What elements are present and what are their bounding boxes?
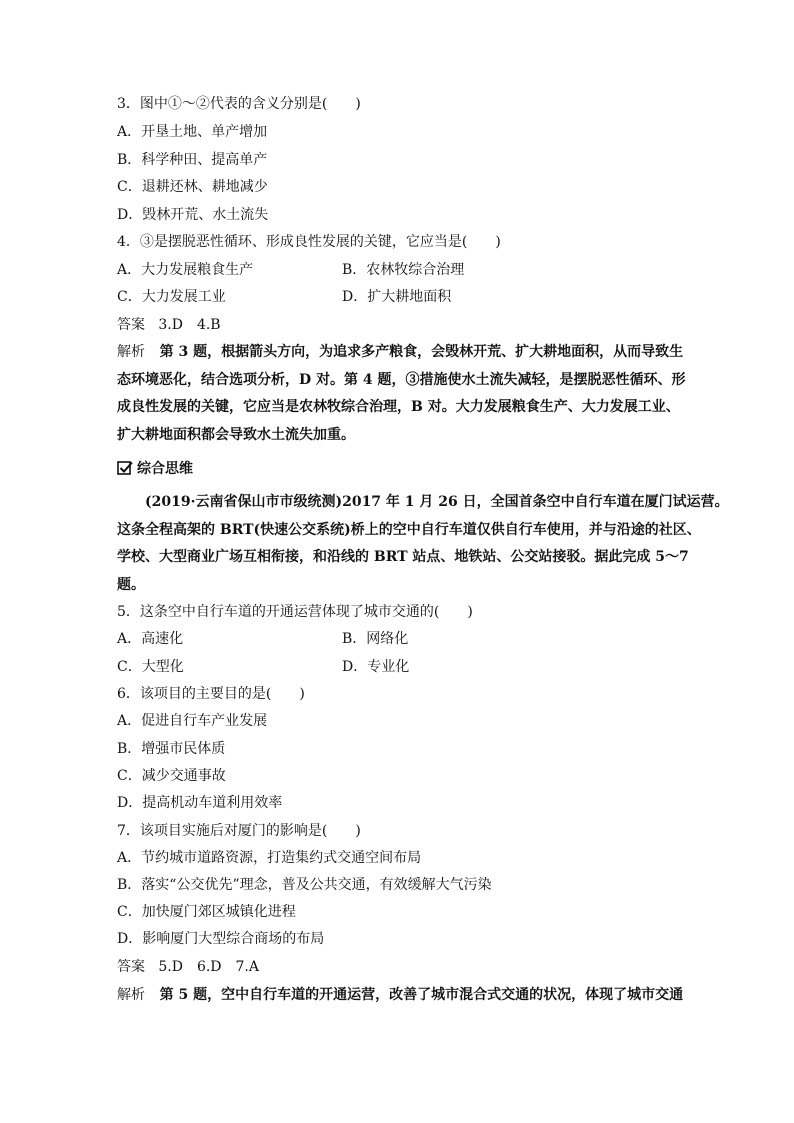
analysis-text: 第 3 题，根据箭头方向，为追求多产粮食，会毁林开荒、扩大耕地面积，从而导致生	[159, 344, 684, 360]
analysis-line-4: 扩大耕地面积都会导致水土流失加重。	[117, 427, 355, 443]
question-7-option-a: A．节约城市道路资源，打造集约式交通空间布局	[117, 850, 422, 866]
question-4-option-c: C．大力发展工业	[117, 289, 226, 305]
checkbox-icon	[117, 460, 133, 476]
analysis-label: 解析	[117, 344, 145, 360]
question-6-stem: 6．该项目的主要目的是( )	[117, 686, 305, 702]
question-7-option-d: D．影响厦门大型综合商场的布局	[117, 931, 325, 947]
question-5-stem: 5．这条空中自行车道的开通运营体现了城市交通的( )	[117, 604, 473, 620]
answer-label: 答案	[117, 317, 145, 333]
passage-line-4: 题。	[117, 577, 145, 593]
question-3-option-c: C．退耕还林、耕地减少	[117, 179, 268, 195]
passage-line-2: 这条全程高架的 BRT(快速公交系统)桥上的空中自行车道仅供自行车使用，并与沿途的社区、	[117, 522, 701, 538]
question-5-option-b: B．网络化	[342, 631, 409, 647]
question-3-stem: 3．图中①～②代表的含义分别是( )	[117, 96, 361, 112]
analysis-line-1	[117, 986, 684, 1004]
answer-row	[117, 316, 679, 334]
analysis-line-3: 成良性发展的关键，它应当是农林牧综合治理，B 对。大力发展粮食生产、大力发展工业、	[117, 399, 680, 415]
question-5-option-a: A．高速化	[117, 631, 184, 647]
question-4-stem: 4．③是摆脱恶性循环、形成良性发展的关键，它应当是( )	[117, 234, 501, 250]
question-3-option-d: D．毁林开荒、水土流失	[117, 207, 269, 223]
analysis-text: 第 5 题，空中自行车道的开通运营，改善了城市混合式交通的状况，体现了城市交通	[159, 987, 684, 1003]
passage-line-3: 学校、大型商业广场互相衔接，和沿线的 BRT 站点、地铁站、公交站接驳。据此完成 5～7	[117, 549, 689, 565]
question-4-option-b: B．农林牧综合治理	[342, 262, 465, 278]
question-5-option-c: C．大型化	[117, 659, 184, 675]
question-6-option-b: B．增强市民体质	[117, 741, 226, 757]
analysis-line-2: 态环境恶化，结合选项分析，D 对。第 4 题，③措施使水土流失减轻，是摆脱恶性循环、形	[117, 372, 686, 388]
question-7-stem: 7．该项目实施后对厦门的影响是( )	[117, 823, 361, 839]
question-6-option-c: C．减少交通事故	[117, 768, 226, 784]
answer-label: 答案	[117, 959, 145, 975]
section-header	[117, 458, 193, 478]
analysis-label: 解析	[117, 987, 145, 1003]
answer-row	[117, 958, 679, 976]
answer-text: 3.D 4.B	[158, 317, 221, 333]
question-6-option-d: D．提高机动车道利用效率	[117, 795, 283, 811]
question-5-option-d: D．专业化	[342, 659, 410, 675]
section-title: 综合思维	[137, 461, 193, 477]
question-4-option-d: D．扩大耕地面积	[342, 289, 452, 305]
question-3-option-a: A．开垦土地、单产增加	[117, 124, 268, 140]
question-7-option-b: B．落实“公交优先”理念，普及公共交通，有效缓解大气污染	[117, 877, 492, 893]
answer-text: 5.D 6.D 7.A	[158, 959, 259, 975]
question-3-option-b: B．科学种田、提高单产	[117, 152, 268, 168]
passage-line-1: (2019·云南省保山市市级统测)2017 年 1 月 26 日，全国首条空中自行车道在厦门试运营。	[145, 494, 729, 510]
question-7-option-c: C．加快厦门郊区城镇化进程	[117, 904, 296, 920]
question-6-option-a: A．促进自行车产业发展	[117, 713, 268, 729]
question-4-option-a: A．大力发展粮食生产	[117, 262, 254, 278]
analysis-line-1	[117, 343, 684, 361]
